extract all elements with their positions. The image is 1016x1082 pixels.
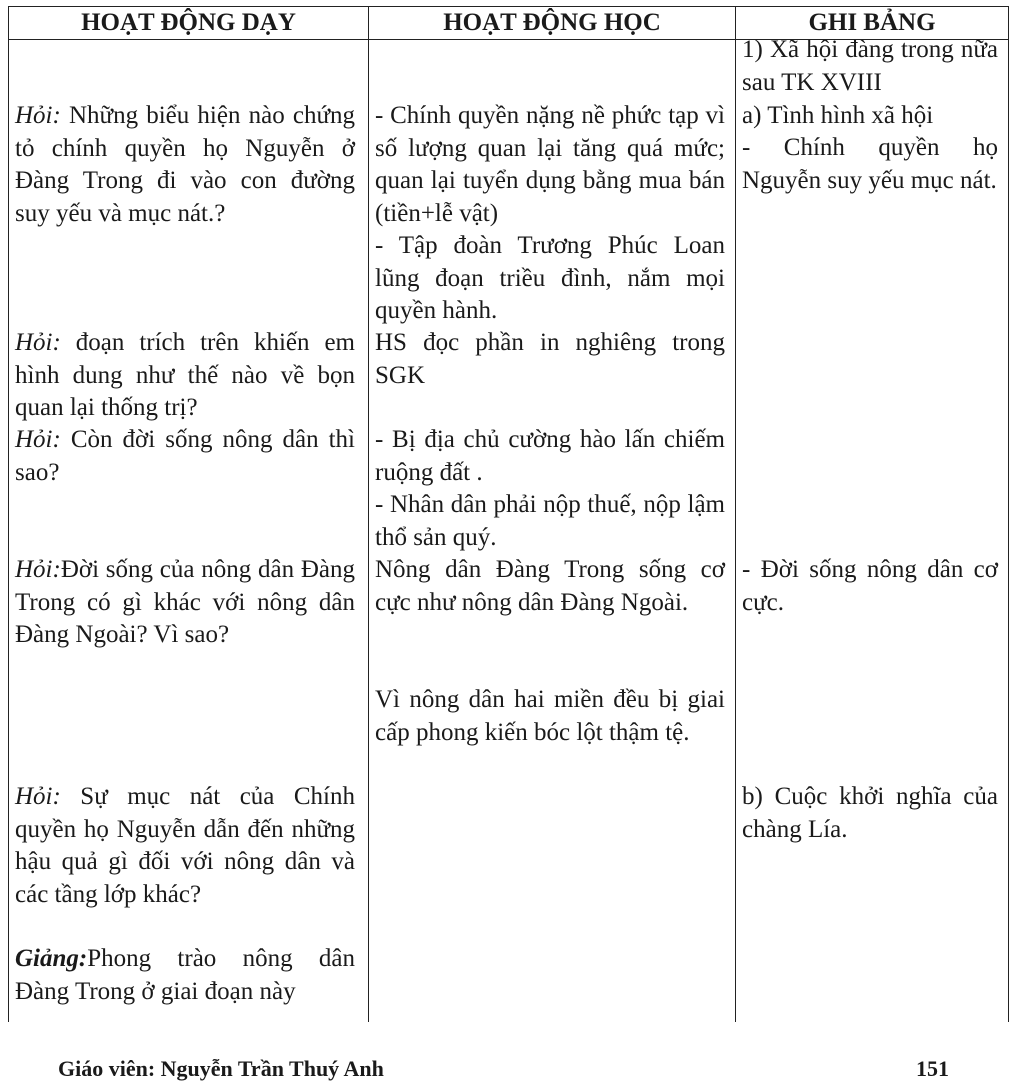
teaching-column — [9, 40, 369, 1023]
teacher-question — [15, 424, 355, 489]
teacher-explanation — [15, 943, 355, 1008]
teacher-question — [15, 781, 355, 911]
student-answer: HS đọc phần in nghiêng trong SGK — [375, 329, 725, 389]
question-label: Hỏi: — [15, 102, 61, 129]
explanation-label: Giảng: — [15, 945, 88, 972]
header-board-notes: GHI BẢNG — [736, 7, 1009, 40]
explanation-text: Phong trào nông dân Đàng Trong ở giai đoạn này — [15, 945, 355, 1005]
question-text: Còn đời sống nông dân thì sao? — [15, 426, 355, 486]
learning-column — [369, 40, 736, 1023]
board-note: - Đời sống nông dân cơ cực. — [742, 556, 998, 616]
student-answer: Vì nông dân hai miền đều bị giai cấp phong kiến bóc lột thậm tệ. — [375, 686, 725, 746]
student-answer: - Chính quyền nặng nề phức tạp vì số lượng quan lại tăng quá mức; quan lại tuyển dụng bằng mua bán (tiền+lễ vật) — [375, 102, 725, 227]
board-column — [736, 40, 1009, 1023]
question-label: Hỏi: — [15, 783, 61, 810]
footer-teacher-name: Giáo viên: Nguyễn Trần Thuý Anh — [58, 1056, 384, 1081]
student-answer: - Tập đoàn Trương Phúc Loan lũng đoạn triều đình, nắm mọi quyền hành. — [375, 232, 725, 324]
question-label: Hỏi: — [15, 556, 61, 583]
board-note: b) Cuộc khởi nghĩa của chàng Lía. — [742, 783, 998, 843]
header-learning-activity: HOẠT ĐỘNG HỌC — [369, 7, 736, 40]
question-label: Hỏi: — [15, 329, 61, 356]
student-answer: - Bị địa chủ cường hào lấn chiếm ruộng đất . — [375, 426, 725, 486]
teacher-question — [15, 327, 355, 425]
board-note: - Chính quyền họ Nguyễn suy yếu mục nát. — [742, 134, 998, 194]
student-answer: Nông dân Đàng Trong sống cơ cực như nông dân Đàng Ngoài. — [375, 556, 725, 616]
question-label: Hỏi: — [15, 426, 61, 453]
board-note: a) Tình hình xã hội — [742, 102, 934, 129]
table-body-row — [9, 40, 1009, 1023]
lesson-plan-table — [8, 6, 1009, 1022]
teacher-question — [15, 100, 355, 230]
question-text: Những biểu hiện nào chứng tỏ chính quyền họ Nguyễn ở Đàng Trong đi vào con đường suy yếu và mục nát.? — [15, 102, 355, 227]
student-answer: - Nhân dân phải nộp thuế, nộp lậm thổ sản quý. — [375, 491, 725, 551]
question-text: Đời sống của nông dân Đàng Trong có gì khác với nông dân Đàng Ngoài? Vì sao? — [15, 556, 355, 648]
header-teaching-activity: HOẠT ĐỘNG DẠY — [9, 7, 369, 40]
table-header-row — [9, 7, 1009, 40]
teacher-question — [15, 554, 355, 652]
footer-page-number: 151 — [916, 1056, 949, 1081]
question-text: đoạn trích trên khiến em hình dung như thế nào về bọn quan lại thống trị? — [15, 329, 355, 421]
question-text: Sự mục nát của Chính quyền họ Nguyễn dẫn đến những hậu quả gì đối với nông dân và các tầng lớp khác? — [15, 783, 355, 908]
board-note: 1) Xã hội đàng trong nữa sau TK XVIII — [742, 40, 998, 96]
